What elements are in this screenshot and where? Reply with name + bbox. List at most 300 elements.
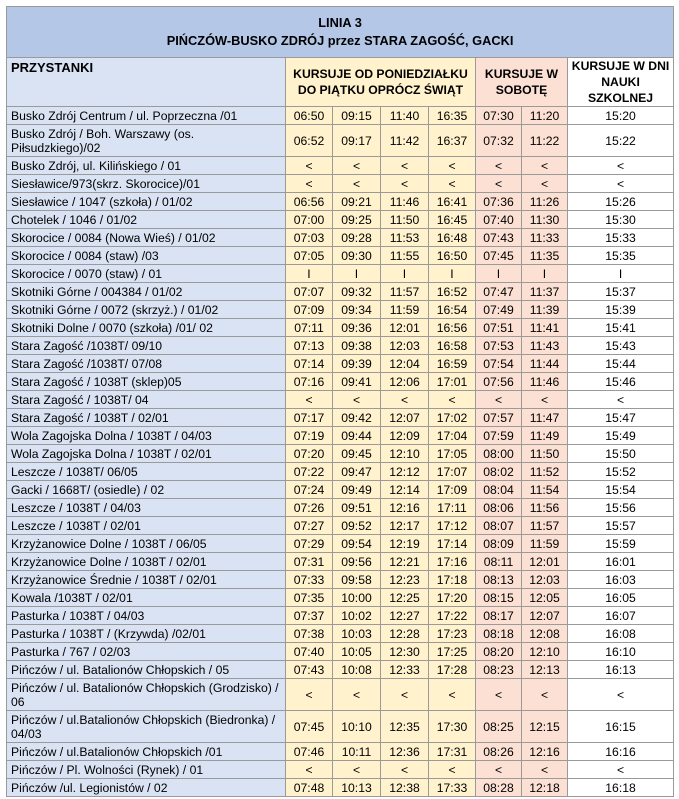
weekday-time: 07:17	[286, 409, 333, 427]
stop-name: Skorocice / 0070 (staw) / 01	[7, 265, 286, 283]
weekday-time: 07:37	[286, 607, 333, 625]
weekday-time: 09:52	[333, 517, 381, 535]
school-day-time: 16:15	[568, 711, 674, 743]
weekday-time: 10:10	[333, 711, 381, 743]
weekday-time: 12:14	[381, 481, 429, 499]
weekday-time: <	[286, 175, 333, 193]
weekday-time: 09:28	[333, 229, 381, 247]
table-row	[7, 247, 674, 265]
saturday-time: 07:32	[476, 125, 522, 157]
stop-name: Pińczów / ul. Batalionów Chłopskich / 05	[7, 661, 286, 679]
table-row	[7, 211, 674, 229]
school-day-time: 15:46	[568, 373, 674, 391]
weekday-time: 17:11	[429, 499, 476, 517]
school-day-time: 15:50	[568, 445, 674, 463]
stop-name: Wola Zagojska Dolna / 1038T / 04/03	[7, 427, 286, 445]
school-day-time: 15:59	[568, 535, 674, 553]
weekday-time: 10:13	[333, 779, 381, 797]
stop-name: Siesławice / 1047 (szkoła) / 01/02	[7, 193, 286, 211]
saturday-time: 07:30	[476, 107, 522, 125]
table-row	[7, 463, 674, 481]
table-row	[7, 193, 674, 211]
weekday-time: 07:05	[286, 247, 333, 265]
weekday-time: 10:03	[333, 625, 381, 643]
weekday-time: 16:41	[429, 193, 476, 211]
saturday-time: <	[476, 391, 522, 409]
saturday-time: 07:59	[476, 427, 522, 445]
weekday-time: 11:42	[381, 125, 429, 157]
weekday-time: 12:19	[381, 535, 429, 553]
weekday-time: <	[333, 157, 381, 175]
table-row	[7, 175, 674, 193]
weekday-time: 16:37	[429, 125, 476, 157]
weekday-time: 17:20	[429, 589, 476, 607]
table-row	[7, 391, 674, 409]
weekday-time: <	[381, 157, 429, 175]
weekday-time: 12:25	[381, 589, 429, 607]
weekday-time: 07:35	[286, 589, 333, 607]
stop-name: Pińczów / ul.Batalionów Chłopskich (Biedronka) / 04/03	[7, 711, 286, 743]
weekday-time: 12:16	[381, 499, 429, 517]
saturday-time: 07:56	[476, 373, 522, 391]
weekday-time: 10:05	[333, 643, 381, 661]
school-days-column-header: KURSUJE W DNI NAUKI SZKOLNEJ	[568, 58, 674, 107]
weekday-time: 09:47	[333, 463, 381, 481]
table-row	[7, 517, 674, 535]
weekday-time: 17:14	[429, 535, 476, 553]
weekday-time: 10:00	[333, 589, 381, 607]
table-row	[7, 373, 674, 391]
saturday-time: 08:18	[476, 625, 522, 643]
stop-name: Pasturka / 1038T / 04/03	[7, 607, 286, 625]
weekday-time: 09:49	[333, 481, 381, 499]
table-row	[7, 265, 674, 283]
school-day-time: 15:41	[568, 319, 674, 337]
stop-name: Busko Zdrój Centrum / ul. Poprzeczna /01	[7, 107, 286, 125]
weekday-time: <	[429, 761, 476, 779]
weekday-time: <	[286, 761, 333, 779]
saturday-time: 11:56	[522, 499, 568, 517]
weekday-time: 09:25	[333, 211, 381, 229]
table-row	[7, 229, 674, 247]
stop-name: Pińczów / ul.Batalionów Chłopskich /01	[7, 743, 286, 761]
weekday-time: 09:41	[333, 373, 381, 391]
weekday-time: 12:35	[381, 711, 429, 743]
saturday-time: 08:15	[476, 589, 522, 607]
table-row	[7, 607, 674, 625]
saturday-time: 08:11	[476, 553, 522, 571]
weekday-time: <	[286, 157, 333, 175]
weekday-time: <	[333, 175, 381, 193]
weekday-time: 17:02	[429, 409, 476, 427]
stop-name: Stara Zagość / 1038T / 02/01	[7, 409, 286, 427]
saturday-time: 07:49	[476, 301, 522, 319]
weekday-time: 17:18	[429, 571, 476, 589]
saturday-time: 08:25	[476, 711, 522, 743]
weekday-time: 09:39	[333, 355, 381, 373]
weekday-time: <	[429, 391, 476, 409]
weekday-time: I	[333, 265, 381, 283]
saturday-time: 11:52	[522, 463, 568, 481]
saturday-time: 11:59	[522, 535, 568, 553]
weekday-time: 07:40	[286, 643, 333, 661]
weekday-time: 17:25	[429, 643, 476, 661]
weekday-time: <	[333, 761, 381, 779]
table-row	[7, 409, 674, 427]
saturday-time: 07:54	[476, 355, 522, 373]
weekday-time: 07:26	[286, 499, 333, 517]
table-row	[7, 355, 674, 373]
weekday-time: 11:55	[381, 247, 429, 265]
table-row	[7, 499, 674, 517]
school-day-time: <	[568, 157, 674, 175]
line-number: LINIA 3	[318, 15, 362, 30]
saturday-time: 08:04	[476, 481, 522, 499]
weekday-column-header: KURSUJE OD PONIEDZIAŁKU DO PIĄTKU OPRÓCZ ŚWIĄT	[286, 58, 476, 107]
weekday-time: 09:30	[333, 247, 381, 265]
stop-name: Stara Zagość /1038T/ 09/10	[7, 337, 286, 355]
saturday-time: 12:18	[522, 779, 568, 797]
saturday-time: 08:13	[476, 571, 522, 589]
weekday-time: 11:50	[381, 211, 429, 229]
weekday-time: 16:50	[429, 247, 476, 265]
saturday-time: 11:37	[522, 283, 568, 301]
saturday-time: 12:01	[522, 553, 568, 571]
saturday-time: 12:10	[522, 643, 568, 661]
weekday-time: 10:08	[333, 661, 381, 679]
saturday-time: <	[476, 761, 522, 779]
weekday-time: 16:58	[429, 337, 476, 355]
saturday-time: 07:53	[476, 337, 522, 355]
saturday-time: I	[476, 265, 522, 283]
saturday-time: 11:54	[522, 481, 568, 499]
weekday-time: 12:17	[381, 517, 429, 535]
school-day-time: 15:35	[568, 247, 674, 265]
saturday-time: 12:05	[522, 589, 568, 607]
table-row	[7, 125, 674, 157]
table-row	[7, 445, 674, 463]
weekday-time: 12:27	[381, 607, 429, 625]
weekday-time: 12:21	[381, 553, 429, 571]
weekday-time: 12:06	[381, 373, 429, 391]
table-row	[7, 427, 674, 445]
table-row	[7, 779, 674, 797]
stop-name: Skotniki Górne / 004384 / 01/02	[7, 283, 286, 301]
school-day-time: 15:43	[568, 337, 674, 355]
saturday-time: 12:07	[522, 607, 568, 625]
stop-name: Busko Zdrój / Boh. Warszawy (os. Piłsudzkiego)/02	[7, 125, 286, 157]
saturday-time: 07:45	[476, 247, 522, 265]
table-row	[7, 589, 674, 607]
weekday-time: 07:24	[286, 481, 333, 499]
weekday-time: 06:50	[286, 107, 333, 125]
school-day-time: I	[568, 265, 674, 283]
stop-name: Skorocice / 0084 (Nowa Wieś) / 01/02	[7, 229, 286, 247]
table-row	[7, 107, 674, 125]
weekday-time: 17:30	[429, 711, 476, 743]
table-row	[7, 157, 674, 175]
table-row	[7, 283, 674, 301]
saturday-time: 12:13	[522, 661, 568, 679]
saturday-time: 08:09	[476, 535, 522, 553]
school-day-time: 15:37	[568, 283, 674, 301]
school-day-time: <	[568, 679, 674, 711]
saturday-time: <	[476, 679, 522, 711]
weekday-time: 07:07	[286, 283, 333, 301]
stop-name: Skotniki Górne / 0072 (skrzyż.) / 01/02	[7, 301, 286, 319]
stops-column-header: PRZYSTANKI	[7, 58, 286, 107]
weekday-time: 06:52	[286, 125, 333, 157]
weekday-time: 09:58	[333, 571, 381, 589]
weekday-time: 12:38	[381, 779, 429, 797]
weekday-time: 07:45	[286, 711, 333, 743]
weekday-time: 07:22	[286, 463, 333, 481]
school-day-time: <	[568, 175, 674, 193]
stop-name: Krzyżanowice Dolne / 1038T / 06/05	[7, 535, 286, 553]
weekday-time: 17:33	[429, 779, 476, 797]
weekday-time: 12:01	[381, 319, 429, 337]
school-day-time: 15:33	[568, 229, 674, 247]
table-row	[7, 625, 674, 643]
weekday-time: 09:44	[333, 427, 381, 445]
stop-name: Stara Zagość / 1038T (sklep)05	[7, 373, 286, 391]
stop-name: Pasturka / 767 / 02/03	[7, 643, 286, 661]
table-row	[7, 761, 674, 779]
stop-name: Stara Zagość / 1038T/ 04	[7, 391, 286, 409]
stop-name: Skorocice / 0084 (staw) /03	[7, 247, 286, 265]
weekday-time: 17:22	[429, 607, 476, 625]
stop-name: Kowala /1038T / 02/01	[7, 589, 286, 607]
weekday-time: 12:33	[381, 661, 429, 679]
saturday-time: 08:20	[476, 643, 522, 661]
stop-name: Krzyżanowice Średnie / 1038T / 02/01	[7, 571, 286, 589]
weekday-time: 11:53	[381, 229, 429, 247]
stop-name: Chotelek / 1046 / 01/02	[7, 211, 286, 229]
weekday-time: 10:11	[333, 743, 381, 761]
weekday-time: 16:54	[429, 301, 476, 319]
school-day-time: 15:20	[568, 107, 674, 125]
school-day-time: 15:26	[568, 193, 674, 211]
weekday-time: <	[429, 679, 476, 711]
saturday-time: 12:16	[522, 743, 568, 761]
weekday-time: 16:48	[429, 229, 476, 247]
weekday-time: 09:51	[333, 499, 381, 517]
stop-name: Busko Zdrój, ul. Kilińskiego / 01	[7, 157, 286, 175]
school-day-time: 16:10	[568, 643, 674, 661]
weekday-time: <	[381, 679, 429, 711]
saturday-time: 12:03	[522, 571, 568, 589]
weekday-time: <	[429, 157, 476, 175]
stop-name: Pińczów /ul. Legionistów / 02	[7, 779, 286, 797]
weekday-time: <	[286, 679, 333, 711]
weekday-time: 07:20	[286, 445, 333, 463]
saturday-time: 11:44	[522, 355, 568, 373]
timetable	[6, 6, 674, 797]
saturday-time: 07:40	[476, 211, 522, 229]
weekday-time: 16:52	[429, 283, 476, 301]
stop-name: Leszcze / 1038T / 02/01	[7, 517, 286, 535]
weekday-time: <	[381, 761, 429, 779]
saturday-time: 11:33	[522, 229, 568, 247]
weekday-time: 06:56	[286, 193, 333, 211]
stop-name: Leszcze / 1038T / 04/03	[7, 499, 286, 517]
weekday-time: 17:05	[429, 445, 476, 463]
school-day-time: 15:39	[568, 301, 674, 319]
weekday-time: 17:09	[429, 481, 476, 499]
saturday-time: <	[476, 175, 522, 193]
weekday-time: 09:32	[333, 283, 381, 301]
saturday-time: 11:41	[522, 319, 568, 337]
weekday-time: <	[333, 391, 381, 409]
saturday-time: 12:08	[522, 625, 568, 643]
stop-name: Pasturka / 1038T / (Krzywda) /02/01	[7, 625, 286, 643]
table-row	[7, 535, 674, 553]
weekday-time: 09:56	[333, 553, 381, 571]
saturday-time: 11:49	[522, 427, 568, 445]
weekday-time: 09:38	[333, 337, 381, 355]
weekday-time: 07:31	[286, 553, 333, 571]
weekday-time: 09:45	[333, 445, 381, 463]
weekday-time: 07:43	[286, 661, 333, 679]
weekday-time: 17:16	[429, 553, 476, 571]
weekday-time: 09:42	[333, 409, 381, 427]
stop-name: Krzyżanowice Dolne / 1038T / 02/01	[7, 553, 286, 571]
weekday-time: <	[429, 175, 476, 193]
weekday-time: 16:59	[429, 355, 476, 373]
saturday-time: 11:47	[522, 409, 568, 427]
school-day-time: 15:52	[568, 463, 674, 481]
weekday-time: I	[429, 265, 476, 283]
weekday-time: 07:00	[286, 211, 333, 229]
weekday-time: 07:16	[286, 373, 333, 391]
weekday-time: <	[381, 391, 429, 409]
weekday-time: 11:46	[381, 193, 429, 211]
table-row	[7, 571, 674, 589]
stop-name: Pińczów / Pl. Wolności (Rynek) / 01	[7, 761, 286, 779]
weekday-time: 09:15	[333, 107, 381, 125]
stop-name: Pińczów / ul. Batalionów Chłopskich (Grodzisko) / 06	[7, 679, 286, 711]
table-row	[7, 337, 674, 355]
weekday-time: 07:27	[286, 517, 333, 535]
saturday-time: 11:50	[522, 445, 568, 463]
saturday-time: <	[476, 157, 522, 175]
school-day-time: 16:18	[568, 779, 674, 797]
weekday-time: 12:04	[381, 355, 429, 373]
weekday-time: 12:30	[381, 643, 429, 661]
table-row	[7, 679, 674, 711]
saturday-time: 08:26	[476, 743, 522, 761]
school-day-time: 15:30	[568, 211, 674, 229]
weekday-time: 17:01	[429, 373, 476, 391]
weekday-time: 09:17	[333, 125, 381, 157]
table-row	[7, 481, 674, 499]
timetable-title	[7, 7, 674, 58]
school-day-time: <	[568, 391, 674, 409]
weekday-time: 16:35	[429, 107, 476, 125]
weekday-time: 17:28	[429, 661, 476, 679]
saturday-column-header: KURSUJE W SOBOTĘ	[476, 58, 568, 107]
school-day-time: 15:44	[568, 355, 674, 373]
saturday-time: 12:15	[522, 711, 568, 743]
weekday-time: 12:23	[381, 571, 429, 589]
school-day-time: 16:08	[568, 625, 674, 643]
weekday-time: <	[381, 175, 429, 193]
saturday-time: 11:20	[522, 107, 568, 125]
weekday-time: 07:33	[286, 571, 333, 589]
saturday-time: 11:57	[522, 517, 568, 535]
weekday-time: 16:45	[429, 211, 476, 229]
weekday-time: 09:54	[333, 535, 381, 553]
saturday-time: 11:22	[522, 125, 568, 157]
saturday-time: 08:06	[476, 499, 522, 517]
weekday-time: 11:40	[381, 107, 429, 125]
table-row	[7, 711, 674, 743]
weekday-time: 07:38	[286, 625, 333, 643]
weekday-time: 07:48	[286, 779, 333, 797]
weekday-time: 07:29	[286, 535, 333, 553]
weekday-time: 10:02	[333, 607, 381, 625]
weekday-time: I	[381, 265, 429, 283]
weekday-time: 07:11	[286, 319, 333, 337]
stop-name: Siesławice/973(skrz. Skorocice)/01	[7, 175, 286, 193]
weekday-time: 12:09	[381, 427, 429, 445]
saturday-time: 08:23	[476, 661, 522, 679]
school-day-time: 16:13	[568, 661, 674, 679]
weekday-time: 07:46	[286, 743, 333, 761]
school-day-time: 16:01	[568, 553, 674, 571]
weekday-time: 11:57	[381, 283, 429, 301]
school-day-time: 15:47	[568, 409, 674, 427]
weekday-time: 07:09	[286, 301, 333, 319]
table-row	[7, 553, 674, 571]
weekday-time: <	[286, 391, 333, 409]
saturday-time: <	[522, 679, 568, 711]
school-day-time: 15:49	[568, 427, 674, 445]
weekday-time: 12:03	[381, 337, 429, 355]
weekday-time: 09:21	[333, 193, 381, 211]
table-row	[7, 743, 674, 761]
stop-name: Skotniki Dolne / 0070 (szkoła) /01/ 02	[7, 319, 286, 337]
saturday-time: 07:43	[476, 229, 522, 247]
school-day-time: 15:57	[568, 517, 674, 535]
saturday-time: 08:02	[476, 463, 522, 481]
stop-name: Wola Zagojska Dolna / 1038T / 02/01	[7, 445, 286, 463]
saturday-time: 11:43	[522, 337, 568, 355]
weekday-time: 07:03	[286, 229, 333, 247]
stop-name: Leszcze / 1038T/ 06/05	[7, 463, 286, 481]
weekday-time: 07:19	[286, 427, 333, 445]
school-day-time: 15:56	[568, 499, 674, 517]
saturday-time: 07:51	[476, 319, 522, 337]
saturday-time: <	[522, 157, 568, 175]
saturday-time: <	[522, 761, 568, 779]
weekday-time: 07:13	[286, 337, 333, 355]
saturday-time: 08:28	[476, 779, 522, 797]
timetable-body	[7, 107, 674, 797]
saturday-time: 11:46	[522, 373, 568, 391]
weekday-time: 12:07	[381, 409, 429, 427]
table-row	[7, 661, 674, 679]
saturday-time: 11:39	[522, 301, 568, 319]
saturday-time: 11:26	[522, 193, 568, 211]
school-day-time: 16:05	[568, 589, 674, 607]
saturday-time: 08:00	[476, 445, 522, 463]
saturday-time: 11:35	[522, 247, 568, 265]
saturday-time: <	[522, 391, 568, 409]
weekday-time: <	[333, 679, 381, 711]
saturday-time: 07:36	[476, 193, 522, 211]
school-day-time: 16:03	[568, 571, 674, 589]
